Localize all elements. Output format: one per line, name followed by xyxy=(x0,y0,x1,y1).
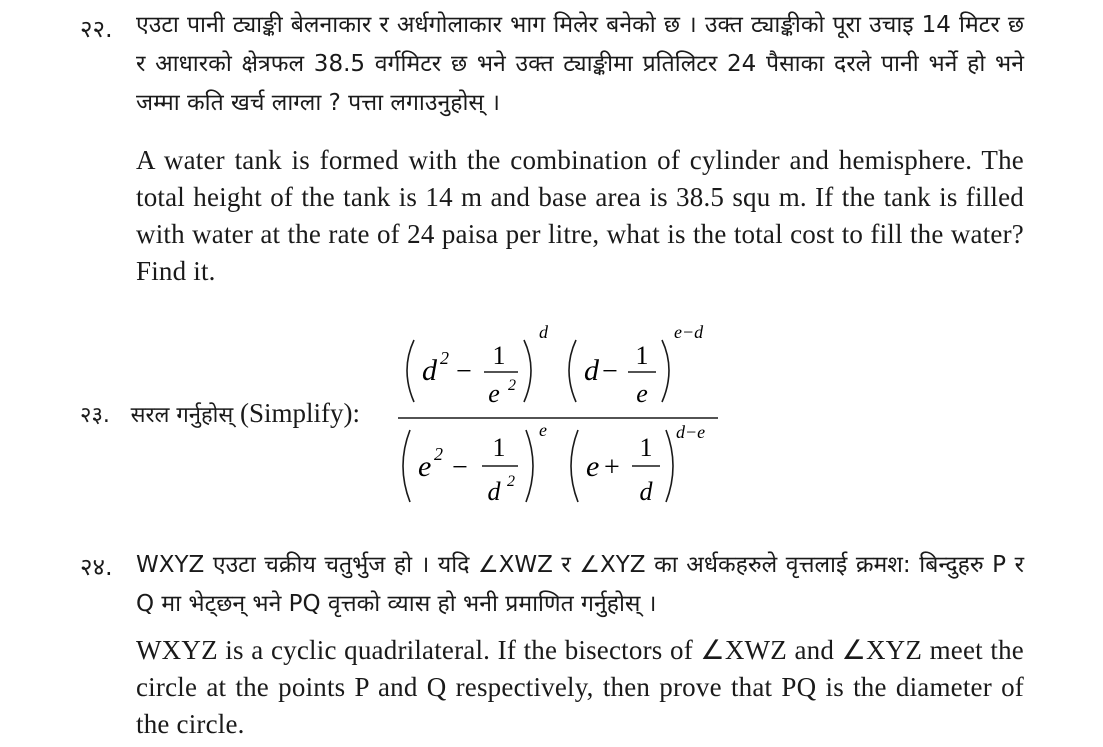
question-text-english: A water tank is formed with the combination of cylinder and hemisphere. The total height of the tank is 14 m and base area is 38.5 squ m. If the tank is filled with water at the rate of 24 paisa per litre, what is the total cost to fill the water? Find it. xyxy=(136,145,1024,286)
power: d xyxy=(539,322,548,342)
frac-den-exp: 2 xyxy=(508,377,516,394)
question-number: २३. xyxy=(80,403,110,428)
power: e xyxy=(539,420,547,440)
operator: + xyxy=(604,452,620,483)
frac-den: e xyxy=(636,379,648,408)
frac-den: d xyxy=(639,477,653,506)
den-factor-1 xyxy=(403,420,547,506)
frac-den-exp: 2 xyxy=(507,473,515,490)
frac-num: 1 xyxy=(639,433,653,462)
frac-den: d xyxy=(487,477,501,506)
operator: − xyxy=(602,356,618,387)
frac-num: 1 xyxy=(492,433,506,462)
question-number: २२. xyxy=(80,15,113,43)
frac-num: 1 xyxy=(492,341,506,370)
simplify-label xyxy=(80,398,360,429)
question-number: २४. xyxy=(80,553,113,581)
right-paren xyxy=(524,340,531,402)
frac-den: e xyxy=(488,379,500,408)
power: d−e xyxy=(676,422,706,442)
base-exp: 2 xyxy=(440,348,449,368)
base-exp: 2 xyxy=(434,444,443,464)
simplify-expression xyxy=(394,318,724,528)
label-nepali: सरल गर्नुहोस् xyxy=(130,403,234,428)
num-factor-1 xyxy=(407,322,549,408)
question-text-nepali: WXYZ एउटा चक्रीय चतुर्भुज हो । यदि ∠XWZ र ∠XYZ का अर्धकहरुले वृत्तलाई क्रमश: बिन्दुहरु P र Q मा भेट्छन् भने PQ वृत्तको व्यास हो भनी प्रमाणित गर्नुहोस् । xyxy=(136,552,1024,617)
frac-num: 1 xyxy=(635,341,649,370)
label-english: (Simplify): xyxy=(240,398,361,428)
base: e xyxy=(586,450,600,483)
left-paren xyxy=(407,340,414,402)
base: d xyxy=(584,354,599,387)
den-factor-2 xyxy=(571,422,705,506)
power: e−d xyxy=(674,322,704,342)
operator: − xyxy=(452,452,468,483)
operator: − xyxy=(456,356,472,387)
num-factor-2 xyxy=(569,322,704,408)
question-text-nepali: एउटा पानी ट्याङ्की बेलनाकार र अर्धगोलाकार भाग मिलेर बनेको छ । उक्त ट्याङ्कीको पूरा उचाइ 14 मिटर छ र आधारको क्षेत्रफल 38.5 वर्गमिटर छ भने उक्त ट्याङ्कीमा प्रतिलिटर 24 पैसाका दरले पानी भर्ने हो भने जम्मा कति खर्च लाग्ला ? पत्ता लगाउनुहोस् । xyxy=(136,12,1024,116)
question-text-english: WXYZ is a cyclic quadrilateral. If the bisectors of ∠XWZ and ∠XYZ meet the circle at the points P and Q respectively, then prove that PQ is the diameter of the circle. xyxy=(136,635,1024,739)
base: e xyxy=(418,450,432,483)
base: d xyxy=(422,354,437,387)
